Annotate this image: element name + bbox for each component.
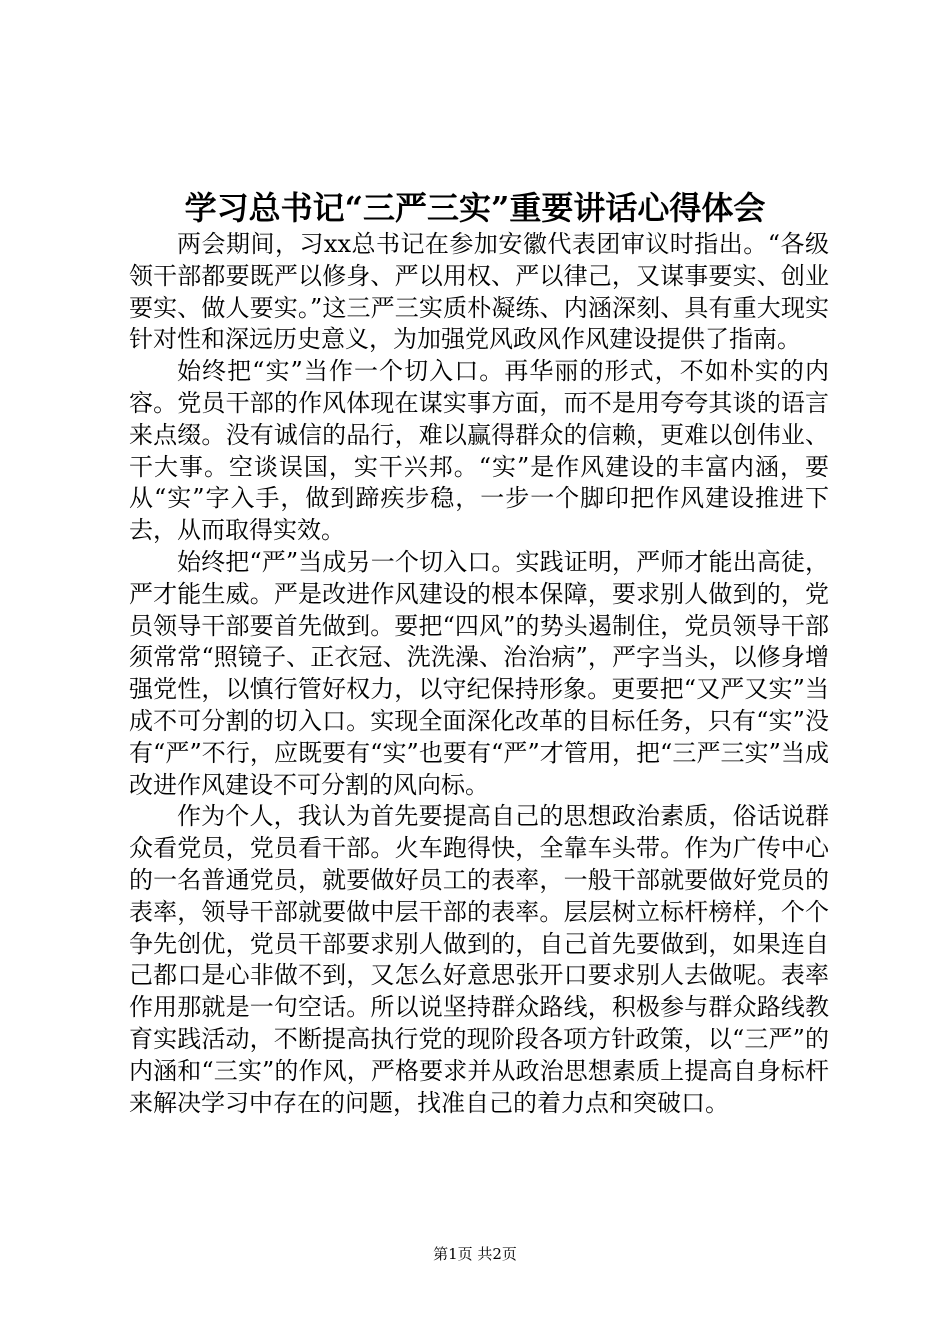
document-title: 学习总书记“三严三实”重要讲话心得体会	[184, 189, 766, 227]
page-footer	[0, 1242, 950, 1266]
document-body	[129, 229, 829, 1119]
page-number-indicator: 第1页 共2页	[433, 1245, 517, 1263]
paragraph-1: 两会期间，习xx总书记在参加安徽代表团审议时指出。“各级领干部都要既严以修身、严以用权、严以律己，又谋事要实、创业要实、做人要实。”这三严三实质朴凝练、内涵深刻、具有重大现实针对性和深远历史意义，为加强党风政风作风建设提供了指南。	[129, 230, 829, 354]
paragraph-3: 始终把“严”当成另一个切入口。实践证明，严师才能出高徒，严才能生威。严是改进作风建设的根本保障，要求别人做到的，党员领导干部要首先做到。要把“四风”的势头遏制住，党员领导干部须常常“照镜子、正衣冠、洗洗澡、治治病”，严字当头，以修身增强党性，以慎行管好权力，以守纪保持形象。更要把“又严又实”当成不可分割的切入口。实现全面深化改革的目标任务，只有“实”没有“严”不行，应既要有“实”也要有“严”才管用，把“三严三实”当成改进作风建设不可分割的风向标。	[129, 547, 829, 799]
paragraph-2: 始终把“实”当作一个切入口。再华丽的形式，不如朴实的内容。党员干部的作风体现在谋实事方面，而不是用夸夸其谈的语言来点缀。没有诚信的品行，难以赢得群众的信赖，更难以创伟业、干大事。空谈误国，实干兴邦。“实”是作风建设的丰富内涵，要从“实”字入手，做到蹄疾步稳，一步一个脚印把作风建设推进下去，从而取得实效。	[129, 357, 829, 545]
paragraph-4: 作为个人，我认为首先要提高自己的思想政治素质，俗话说群众看党员，党员看干部。火车跑得快，全靠车头带。作为广传中心的一名普通党员，就要做好员工的表率，一般干部就要做好党员的表率，领导干部就要做中层干部的表率。层层树立标杆榜样，个个争先创优，党员干部要求别人做到的，自己首先要做到，如果连自己都口是心非做不到，又怎么好意思张开口要求别人去做呢。表率作用那就是一句空话。所以说坚持群众路线，积极参与群众路线教育实践活动，不断提高执行党的现阶段各项方针政策，以“三严”的内涵和“三实”的作风，严格要求并从政治思想素质上提高自身标杆来解决学习中存在的问题，找准自己的着力点和突破口。	[129, 802, 829, 1117]
